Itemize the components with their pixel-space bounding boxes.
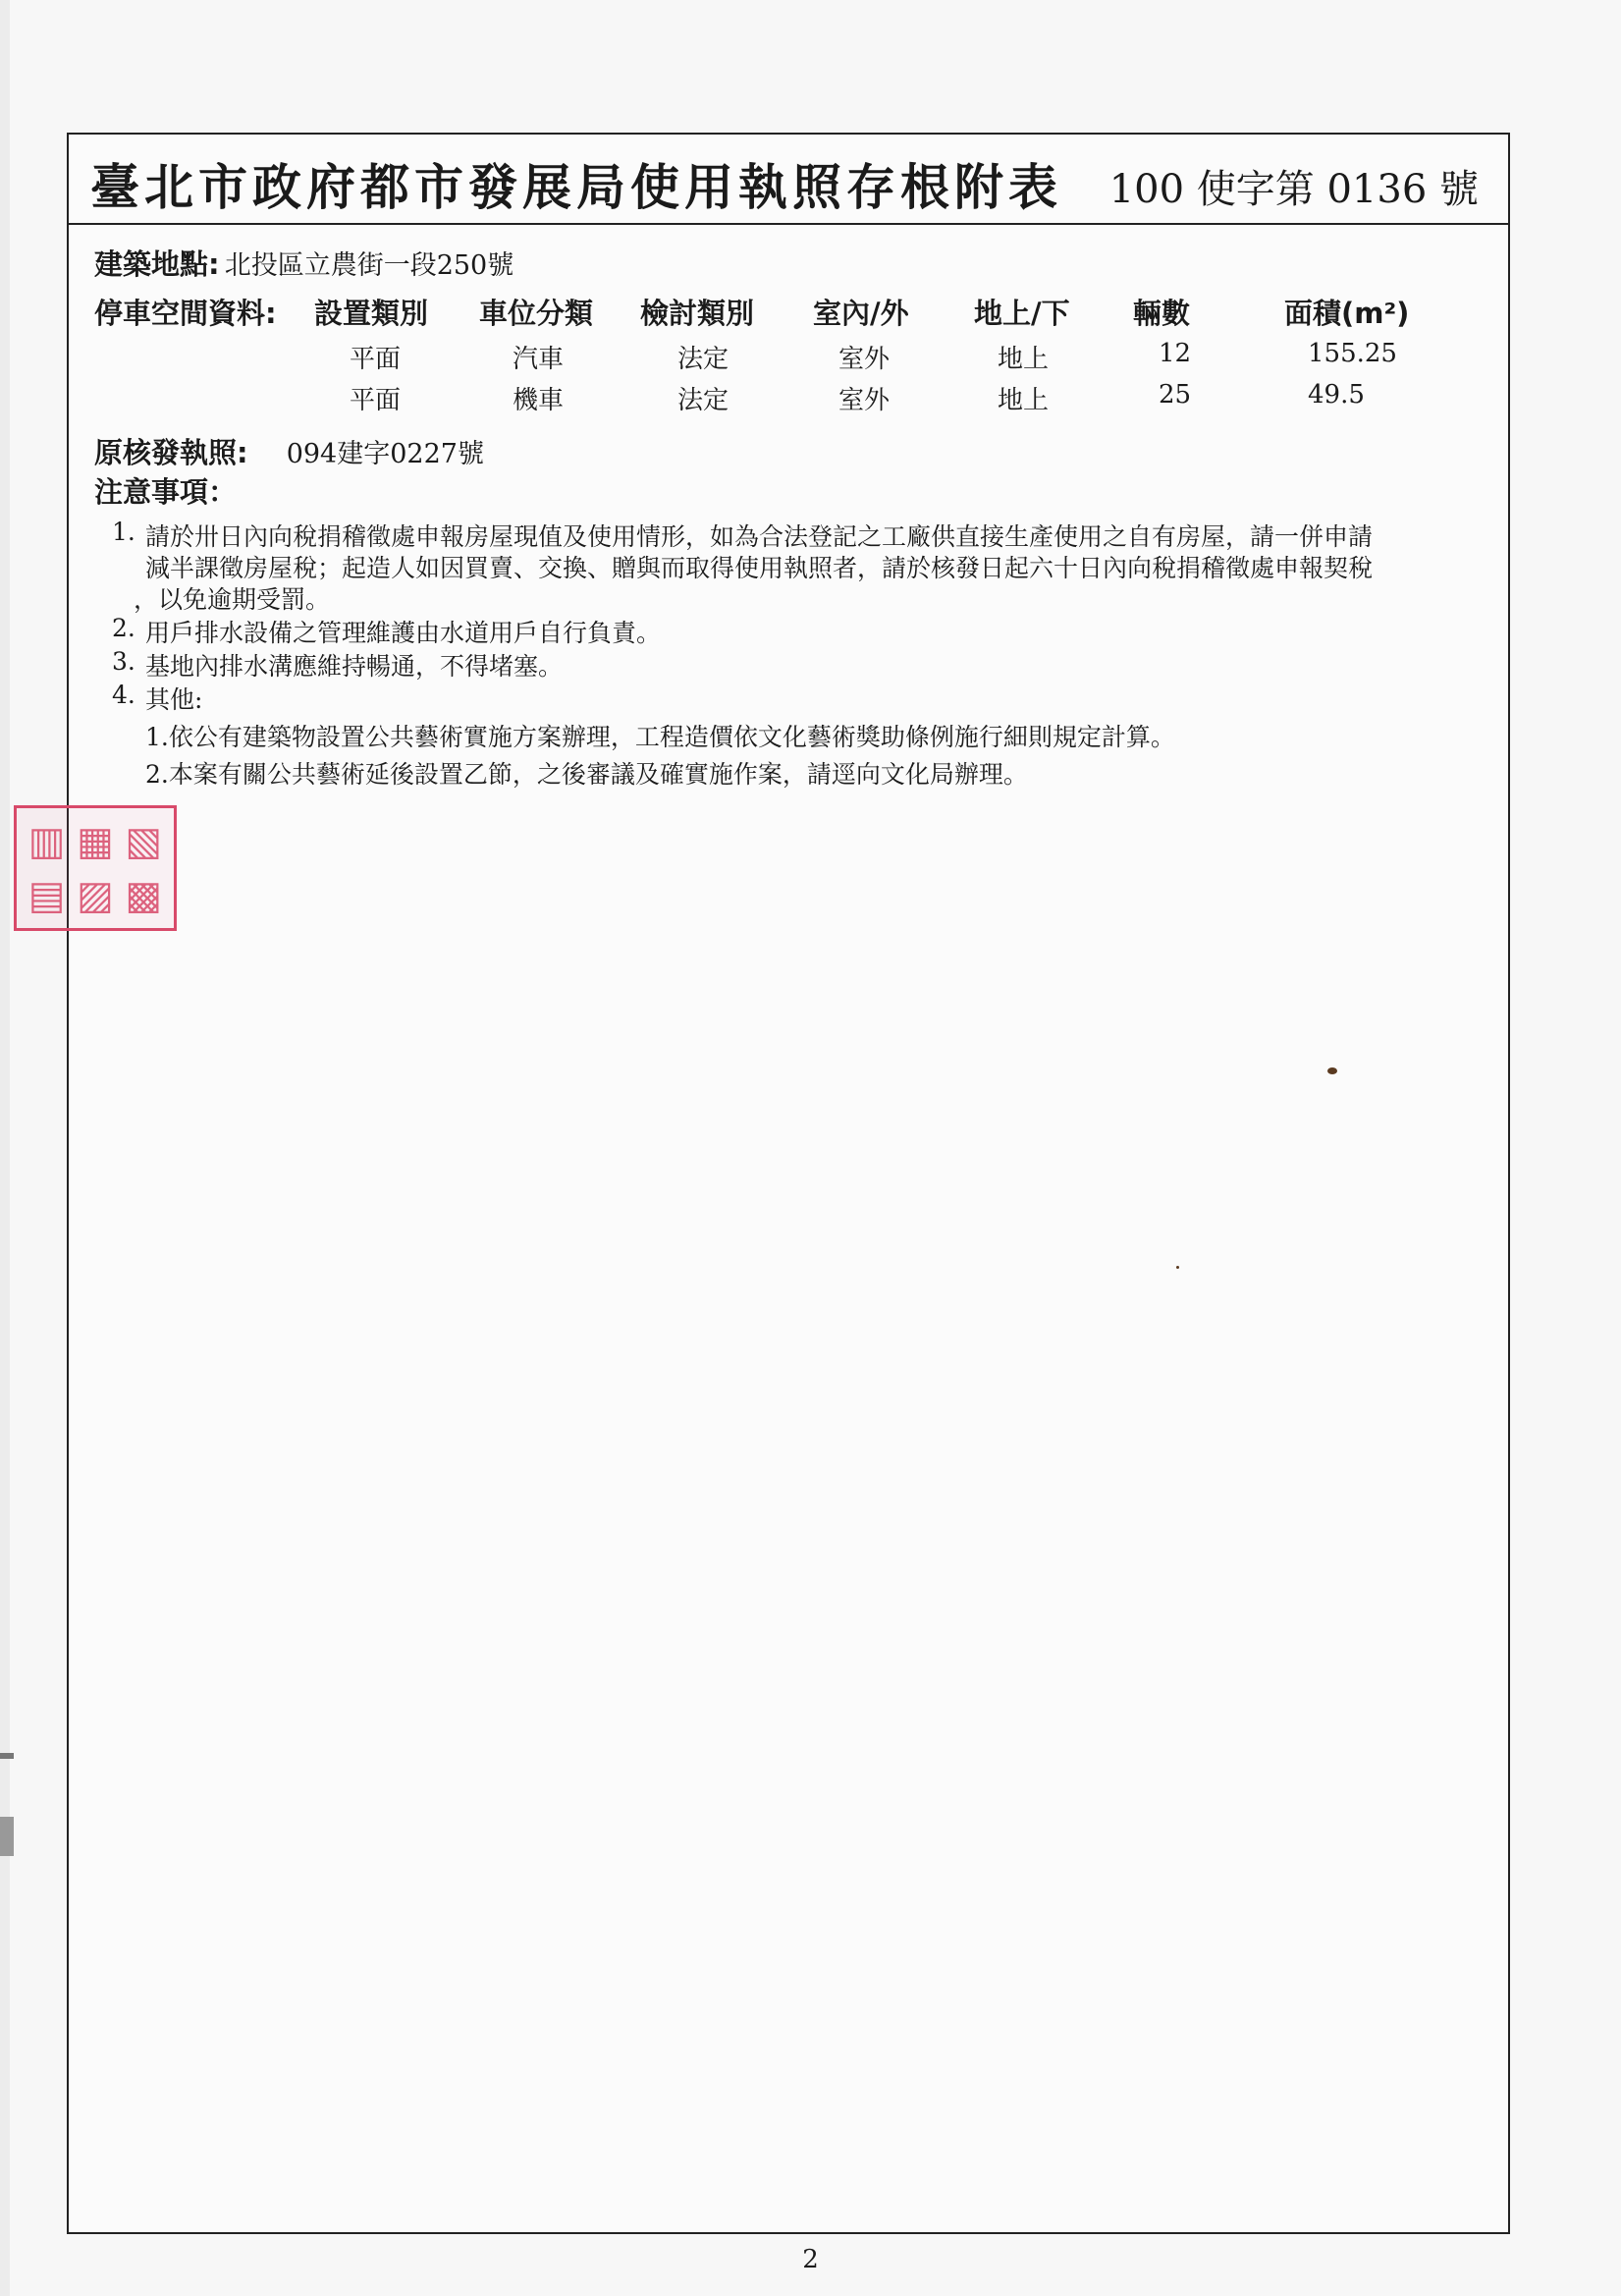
seal-mark: ▥	[27, 818, 66, 864]
site-label: 建築地點:	[94, 247, 220, 281]
original-permit-label: 原核發執照:	[94, 436, 248, 469]
site-value: 北投區立農街一段250號	[224, 250, 514, 281]
site-row	[94, 243, 513, 283]
seal-mark: ▦	[77, 818, 114, 864]
parking-header-type: 車位分類	[479, 297, 594, 330]
parking-cell: 155.25	[1308, 339, 1397, 368]
parking-cell: 法定	[677, 386, 729, 415]
note-line: 請於卅日內向稅捐稽徵處申報房屋現值及使用情形，如為合法登記之工廠供直接生產使用之自有房屋，請一併申請	[145, 522, 1374, 551]
parking-cell: 12	[1159, 339, 1192, 368]
note-number: 3.	[112, 647, 135, 676]
note-line: 2.本案有關公共藝術延後設置乙節，之後審議及確實施作案，請逕向文化局辦理。	[145, 760, 1028, 789]
scan-speck	[1176, 1266, 1179, 1269]
parking-cell: 汽車	[513, 345, 565, 374]
official-seal	[14, 805, 177, 931]
note-line: 其他:	[145, 685, 203, 714]
scan-artifact	[0, 1753, 14, 1759]
scan-speck	[1327, 1067, 1337, 1074]
note-line: 基地內排水溝應維持暢通，不得堵塞。	[145, 652, 564, 681]
note-number: 4.	[112, 681, 135, 709]
parking-cell: 地上	[998, 345, 1050, 374]
document-frame	[67, 133, 1510, 2234]
parking-cell: 25	[1159, 380, 1192, 410]
parking-header-setup: 設置類別	[314, 297, 429, 330]
notes-title: 注意事項：	[94, 475, 238, 509]
parking-cell: 49.5	[1308, 380, 1365, 410]
parking-cell: 法定	[677, 345, 729, 374]
title-row	[69, 135, 1508, 225]
note-line: 用戶排水設備之管理維護由水道用戶自行負責。	[145, 619, 662, 647]
parking-cell: 室外	[838, 386, 891, 415]
seal-mark: ▨	[77, 872, 114, 918]
permit-number: 100 使字第 0136 號	[1108, 167, 1479, 212]
parking-cell: 室外	[838, 345, 891, 374]
document-title: 臺北市政府都市發展局使用執照存根附表	[90, 158, 1062, 216]
parking-header-level: 地上/下	[974, 297, 1070, 330]
seal-mark: ▤	[27, 872, 66, 918]
parking-header-review: 檢討類別	[640, 297, 755, 330]
original-permit-value: 094建字0227號	[286, 439, 484, 469]
seal-mark: ▩	[125, 872, 163, 918]
note-line: 減半課徵房屋稅；起造人如因買賣、交換、贈與而取得使用執照者，請於核發日起六十日內向稅捐稽徵處申報契稅	[145, 554, 1374, 582]
parking-cell: 地上	[998, 386, 1050, 415]
parking-header-indoor: 室內/外	[813, 297, 909, 330]
note-line: ，以免逾期受罰。	[134, 585, 331, 614]
note-number: 2.	[112, 614, 135, 642]
note-line: 1.依公有建築物設置公共藝術實施方案辦理，工程造價依文化藝術獎助條例施行細則規定計算。	[145, 723, 1175, 751]
parking-cell: 平面	[350, 386, 402, 415]
seal-mark: ▧	[125, 818, 163, 864]
parking-header-count: 輛數	[1133, 297, 1191, 330]
note-number: 1.	[112, 518, 135, 546]
scan-artifact	[0, 1817, 14, 1856]
seal-glyphs	[23, 814, 168, 922]
parking-cell: 平面	[350, 345, 402, 374]
original-permit-row	[94, 431, 484, 471]
parking-cell: 機車	[513, 386, 565, 415]
parking-header-area: 面積(m²)	[1284, 297, 1410, 330]
page-number: 2	[802, 2245, 819, 2274]
scan-edge	[0, 0, 10, 2296]
parking-label: 停車空間資料:	[94, 297, 277, 330]
